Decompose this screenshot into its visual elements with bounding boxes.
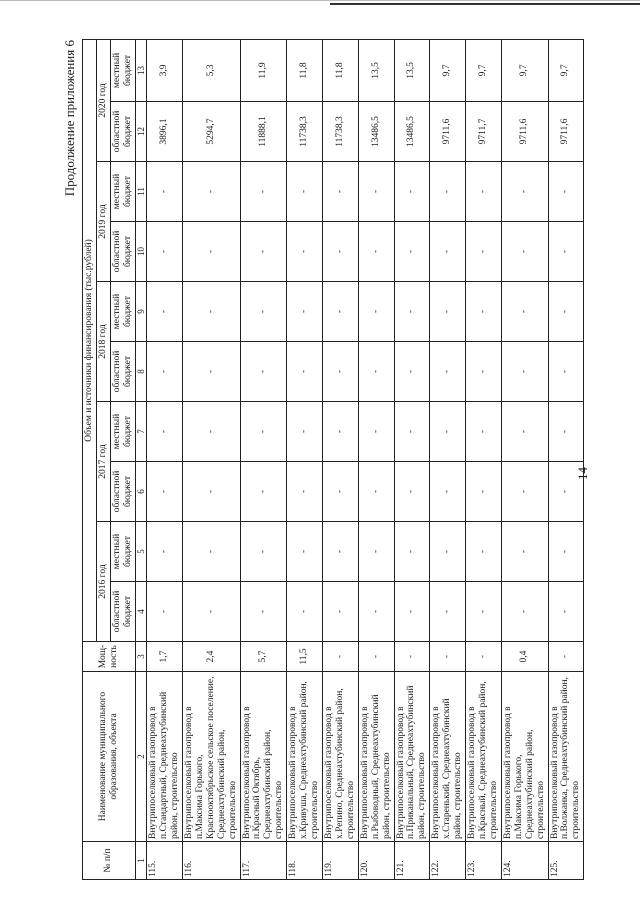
value-cell: - — [323, 462, 359, 522]
header-regional: областной бюджет — [110, 582, 135, 642]
table-row — [548, 39, 584, 879]
table-row — [430, 39, 466, 879]
capacity-cell: - — [358, 642, 394, 672]
capacity-cell: 0,4 — [501, 642, 548, 672]
object-name: Внутрипоселковый газопровод в п.Рыбоводный, Среднеахтубинский район, строительство — [358, 672, 394, 842]
value-cell: - — [430, 282, 466, 342]
capacity-cell: 1,7 — [147, 642, 183, 672]
value-cell: - — [147, 582, 183, 642]
object-name: Внутрипоселковый газопровод в п.Приканальный, Среднеахтубинский район, строительство — [394, 672, 430, 842]
value-cell: - — [394, 462, 430, 522]
row-number: 117. — [240, 842, 287, 880]
value-cell: - — [430, 162, 466, 222]
value-cell: - — [358, 282, 394, 342]
row-number: 115. — [147, 842, 183, 880]
header-num: № п/п — [83, 842, 136, 880]
table-row — [147, 39, 183, 879]
table-row — [240, 39, 287, 879]
value-cell: - — [182, 582, 240, 642]
value-cell: 3896,1 — [147, 102, 183, 162]
column-number: 13 — [135, 39, 146, 101]
value-cell: - — [240, 462, 287, 522]
value-cell: - — [182, 402, 240, 462]
value-cell: 9,7 — [430, 39, 466, 101]
table-row — [501, 39, 548, 879]
object-name: Внутрипоселковый газопровод в х.Кривуша, Среднеахтубинский район, строительство — [287, 672, 323, 842]
value-cell: - — [466, 522, 502, 582]
scan-edge — [0, 0, 640, 1]
value-cell: - — [394, 582, 430, 642]
value-cell: - — [240, 162, 287, 222]
value-cell: - — [358, 222, 394, 282]
value-cell: - — [182, 222, 240, 282]
value-cell: 9,7 — [466, 39, 502, 101]
row-number: 119. — [323, 842, 359, 880]
value-cell: - — [323, 582, 359, 642]
header-funding: Объем и источники финансирования (тыс.рублей) — [83, 39, 97, 641]
value-cell: - — [182, 462, 240, 522]
value-cell: - — [548, 522, 584, 582]
value-cell: 11,8 — [287, 39, 323, 101]
table-row — [466, 39, 502, 879]
funding-table — [82, 39, 584, 880]
value-cell: - — [240, 222, 287, 282]
column-number: 12 — [135, 102, 146, 162]
capacity-cell: 11,5 — [287, 642, 323, 672]
value-cell: - — [323, 282, 359, 342]
scan-border-line — [330, 3, 640, 5]
header-regional: областной бюджет — [110, 462, 135, 522]
header-year: 2020 год — [96, 39, 110, 161]
row-number: 121. — [394, 842, 430, 880]
value-cell: - — [466, 222, 502, 282]
column-number: 9 — [135, 282, 146, 342]
value-cell: 3,9 — [147, 39, 183, 101]
value-cell: - — [287, 282, 323, 342]
value-cell: 5,3 — [182, 39, 240, 101]
header-year: 2016 год — [96, 522, 110, 642]
object-name: Внутрипоселковый газопровод в п.Волжанка, Среднеахтубинский район, строительство — [548, 672, 584, 842]
value-cell: 9711,6 — [548, 102, 584, 162]
value-cell: 11,9 — [240, 39, 287, 101]
header-regional: областной бюджет — [110, 102, 135, 162]
value-cell: - — [501, 162, 548, 222]
value-cell: - — [430, 462, 466, 522]
value-cell: - — [548, 402, 584, 462]
row-number: 125. — [548, 842, 584, 880]
header-regional: областной бюджет — [110, 222, 135, 282]
column-number: 6 — [135, 462, 146, 522]
value-cell: - — [358, 582, 394, 642]
value-cell: - — [323, 162, 359, 222]
value-cell: 13,5 — [358, 39, 394, 101]
value-cell: - — [501, 342, 548, 402]
column-number: 8 — [135, 342, 146, 402]
value-cell: - — [147, 402, 183, 462]
value-cell: 13,5 — [394, 39, 430, 101]
value-cell: - — [358, 402, 394, 462]
value-cell: 9711,6 — [501, 102, 548, 162]
value-cell: - — [501, 522, 548, 582]
value-cell: 5294,7 — [182, 102, 240, 162]
value-cell: - — [466, 342, 502, 402]
row-number: 118. — [287, 842, 323, 880]
header-regional: областной бюджет — [110, 342, 135, 402]
capacity-cell: - — [323, 642, 359, 672]
row-number: 120. — [358, 842, 394, 880]
table-row — [358, 39, 394, 879]
value-cell: - — [240, 582, 287, 642]
table-row — [323, 39, 359, 879]
capacity-cell: 2,4 — [182, 642, 240, 672]
header-local: местный бюджет — [110, 39, 135, 101]
header-local: местный бюджет — [110, 402, 135, 462]
value-cell: 11,8 — [323, 39, 359, 101]
value-cell: - — [548, 342, 584, 402]
value-cell: - — [430, 342, 466, 402]
header-capacity: Мощ-ность — [83, 642, 136, 672]
value-cell: 9711,7 — [466, 102, 502, 162]
value-cell: - — [287, 222, 323, 282]
value-cell: 11888,1 — [240, 102, 287, 162]
value-cell: - — [323, 222, 359, 282]
capacity-cell: 5,7 — [240, 642, 287, 672]
value-cell: - — [358, 162, 394, 222]
table-body — [147, 39, 584, 879]
page-number: 14 — [575, 467, 590, 480]
column-number: 5 — [135, 522, 146, 582]
value-cell: - — [501, 462, 548, 522]
value-cell: - — [182, 162, 240, 222]
capacity-cell: - — [394, 642, 430, 672]
value-cell: - — [323, 342, 359, 402]
value-cell: - — [287, 522, 323, 582]
appendix-note: Продолжение приложения 6 — [62, 40, 77, 197]
column-number: 7 — [135, 402, 146, 462]
row-number: 123. — [466, 842, 502, 880]
row-number: 122. — [430, 842, 466, 880]
value-cell: - — [147, 162, 183, 222]
value-cell: - — [430, 402, 466, 462]
value-cell: - — [466, 582, 502, 642]
value-cell: - — [394, 162, 430, 222]
value-cell: 11738,3 — [287, 102, 323, 162]
value-cell: - — [466, 282, 502, 342]
header-local: местный бюджет — [110, 522, 135, 582]
table-row — [394, 39, 430, 879]
object-name: Внутрипоселковый газопровод в х.Репино, Среднеахтубинский район, строительство — [323, 672, 359, 842]
value-cell: - — [394, 282, 430, 342]
value-cell: - — [394, 402, 430, 462]
capacity-cell: - — [548, 642, 584, 672]
column-number: 4 — [135, 582, 146, 642]
column-number: 3 — [135, 642, 146, 672]
value-cell: - — [147, 222, 183, 282]
value-cell: - — [358, 462, 394, 522]
value-cell: - — [147, 342, 183, 402]
object-name: Внутрипоселковый газопровод в п.Красный, Среднеахтубинский район, строительство — [466, 672, 502, 842]
value-cell: - — [358, 522, 394, 582]
object-name: Внутрипоселковый газопровод в п.Максима Горького, Среднеахтубинский район, строительство — [501, 672, 548, 842]
value-cell: - — [323, 522, 359, 582]
row-number: 124. — [501, 842, 548, 880]
value-cell: - — [147, 282, 183, 342]
header-year: 2017 год — [96, 402, 110, 522]
value-cell: - — [548, 282, 584, 342]
value-cell: - — [466, 402, 502, 462]
value-cell: - — [501, 222, 548, 282]
value-cell: 13486,5 — [358, 102, 394, 162]
column-number-row — [135, 39, 146, 879]
value-cell: - — [548, 582, 584, 642]
header-name: Наименование муниципального образования, объекта — [83, 672, 136, 842]
object-name: Внутрипоселковый газопровод в п.Максима Горького, Краснооктябрьское сельское поселение, Среднеахтубинский район, строительство — [182, 672, 240, 842]
value-cell: - — [548, 462, 584, 522]
value-cell: - — [501, 402, 548, 462]
row-number: 116. — [182, 842, 240, 880]
value-cell: - — [394, 222, 430, 282]
value-cell: - — [240, 522, 287, 582]
header-local: местный бюджет — [110, 162, 135, 222]
value-cell: - — [548, 162, 584, 222]
value-cell: - — [430, 222, 466, 282]
value-cell: - — [323, 402, 359, 462]
value-cell: - — [182, 282, 240, 342]
value-cell: 9711,6 — [430, 102, 466, 162]
value-cell: - — [394, 342, 430, 402]
table-row — [182, 39, 240, 879]
object-name: Внутрипоселковый газопровод в х.Старенький, Среднеахтубинский район, строительство — [430, 672, 466, 842]
header-year: 2018 год — [96, 282, 110, 402]
value-cell: - — [430, 582, 466, 642]
value-cell: - — [287, 582, 323, 642]
value-cell: - — [147, 462, 183, 522]
value-cell: - — [358, 342, 394, 402]
value-cell: 11738,3 — [323, 102, 359, 162]
value-cell: - — [240, 282, 287, 342]
value-cell: - — [287, 162, 323, 222]
header-year: 2019 год — [96, 162, 110, 282]
value-cell: - — [466, 462, 502, 522]
value-cell: - — [430, 522, 466, 582]
column-number: 2 — [135, 672, 146, 842]
value-cell: - — [182, 342, 240, 402]
table-row — [287, 39, 323, 879]
value-cell: - — [548, 222, 584, 282]
value-cell: - — [501, 282, 548, 342]
rotated-page — [60, 40, 620, 880]
value-cell: - — [287, 462, 323, 522]
value-cell: - — [147, 522, 183, 582]
value-cell: 9,7 — [548, 39, 584, 101]
value-cell: - — [466, 162, 502, 222]
object-name: Внутрипоселковый газопровод в п.Красный Октябрь, Среднеахтубинский район, строительство — [240, 672, 287, 842]
value-cell: - — [287, 342, 323, 402]
value-cell: - — [182, 522, 240, 582]
capacity-cell: - — [430, 642, 466, 672]
value-cell: - — [501, 582, 548, 642]
value-cell: 9,7 — [501, 39, 548, 101]
value-cell: - — [287, 402, 323, 462]
value-cell: - — [240, 402, 287, 462]
object-name: Внутрипоселковый газопровод в п.Стандартный, Среднеахтубинский район, строительство — [147, 672, 183, 842]
column-number: 1 — [135, 842, 146, 880]
column-number: 11 — [135, 162, 146, 222]
column-number: 10 — [135, 222, 146, 282]
capacity-cell: - — [466, 642, 502, 672]
value-cell: - — [240, 342, 287, 402]
value-cell: 13486,5 — [394, 102, 430, 162]
header-local: местный бюджет — [110, 282, 135, 342]
value-cell: - — [394, 522, 430, 582]
